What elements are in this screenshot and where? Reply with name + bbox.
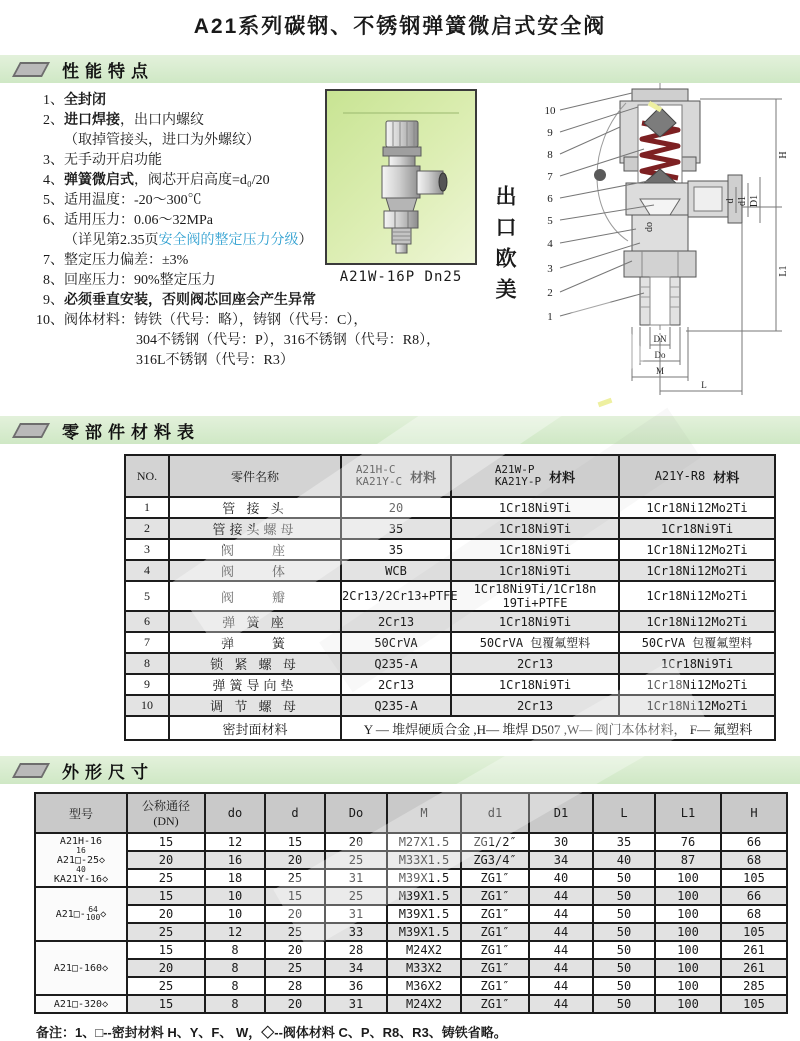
seal-material-row xyxy=(125,716,775,740)
dimensions-table-wrap xyxy=(34,792,800,1014)
export-label: 出口欧美 xyxy=(493,185,516,309)
photo-caption: A21W-16P Dn25 xyxy=(339,269,463,285)
table-row: 25 8 28 36 M36X2 ZG1″ 44 50 100 285 xyxy=(35,977,787,995)
table-row: 4 阀 体 WCB 1Cr18Ni9Ti 1Cr18Ni12Mo2Ti xyxy=(125,560,775,581)
svg-text:3: 3 xyxy=(547,263,553,275)
col-part-name: 零件名称 xyxy=(169,455,341,497)
features-heading: 性能特点 xyxy=(62,61,154,81)
table-row: 25 12 25 33 M39X1.5 ZG1″ 44 50 100 105 xyxy=(35,923,787,941)
col-no: NO. xyxy=(125,455,169,497)
feature-item-sub: （取掉管接头，进口为外螺纹） xyxy=(64,133,260,148)
feature-item: 9、 必须垂直安装，否则阀芯回座会产生异常 xyxy=(43,293,316,308)
feature-item: 2、 进口焊接 ，出口内螺纹 xyxy=(43,113,204,128)
table-row: A21□-160◇ 15 8 20 28 M24X2 ZG1″ 44 50 100 261 xyxy=(35,941,787,959)
table-row: 20 16 20 25 M33X1.5 ZG3/4″ 34 40 87 68 xyxy=(35,851,787,869)
parallelogram-icon xyxy=(12,62,50,77)
dim-header-row: 型号 公称通径 (DN) do d Do M d1 D1 L L1 H xyxy=(35,793,787,833)
svg-text:d: d xyxy=(725,198,736,204)
features-region xyxy=(0,83,800,401)
svg-text:L: L xyxy=(701,380,707,390)
svg-text:4: 4 xyxy=(547,238,553,250)
table-row: 10 调 节 螺 母 Q235-A 2Cr13 1Cr18Ni12Mo2Ti xyxy=(125,695,775,716)
feature-item-cont: 304不锈钢（代号：P），316不锈钢（代号：R8）， xyxy=(136,333,441,348)
feature-item-link-line: （详见第2.35页 安全阀的整定压力分级 ） xyxy=(16,231,546,251)
table-row: 7 弹 簧 50CrVA 50CrVA 包覆氟塑料 50CrVA 包覆氟塑料 xyxy=(125,632,775,653)
materials-heading: 零部件材料表 xyxy=(62,422,200,442)
valve-section-drawing xyxy=(536,83,798,404)
pressure-grade-link[interactable]: 安全阀的整定压力分级 xyxy=(158,233,299,248)
model-group-1: A21H-16 16 A21□-25◇ 40 KA21Y-16◇ xyxy=(35,833,127,887)
parts-header-row xyxy=(125,455,775,497)
parallelogram-icon xyxy=(12,423,50,438)
table-row: 5 阀 瓣 2Cr13/2Cr13+PTFE 1Cr18Ni9Ti/1Cr18n 19Ti+PTFE 1Cr18Ni12Mo2Ti xyxy=(125,581,775,611)
valve-photo-art xyxy=(327,91,475,263)
dimensions-table xyxy=(34,792,788,1014)
model-group-3: A21□-160◇ xyxy=(35,941,127,995)
svg-text:M: M xyxy=(655,366,665,376)
feature-item: 6、 适用压力：0.06～32MPa xyxy=(43,213,213,228)
parts-material-table xyxy=(124,454,776,741)
seal-ball xyxy=(594,169,606,181)
feature-item: 10、 阀体材料：铸铁（代号：略），铸钢（代号：C）， xyxy=(36,313,368,328)
table-row: A21H-16 16 A21□-25◇ 40 KA21Y-16◇ 15 12 15 20 M27X1.5 ZG1/2″ 30 35 76 66 xyxy=(35,833,787,851)
seal-name: 密封面材料 xyxy=(169,716,341,740)
feature-item: 3、 无手动开启功能 xyxy=(43,153,162,168)
table-row: 6 弹 簧 座 2Cr13 1Cr18Ni9Ti 1Cr18Ni12Mo2Ti xyxy=(125,611,775,632)
svg-text:H: H xyxy=(778,151,789,159)
svg-text:8: 8 xyxy=(547,149,553,161)
parts-table-wrap xyxy=(124,454,800,741)
svg-text:L1: L1 xyxy=(778,265,789,277)
parallelogram-icon xyxy=(12,763,50,778)
svg-text:9: 9 xyxy=(547,127,553,139)
feature-item-cont: 316L不锈钢（代号：R3） xyxy=(136,353,294,368)
svg-text:6: 6 xyxy=(547,193,553,205)
section-bar-materials xyxy=(0,416,800,444)
table-row: 1 管 接 头 20 1Cr18Ni9Ti 1Cr18Ni12Mo2Ti xyxy=(125,497,775,518)
table-row: 20 10 20 31 M39X1.5 ZG1″ 44 50 100 68 xyxy=(35,905,787,923)
table-row: 2 管接头螺母 35 1Cr18Ni9Ti 1Cr18Ni9Ti xyxy=(125,518,775,539)
seal-text: Y — 堆焊硬质合金 ,H— 堆焊 D507 ,W— 阀门本体材料， F— 氟塑料 xyxy=(341,716,775,740)
svg-text:Do: Do xyxy=(654,350,666,360)
table-row: 3 阀 座 35 1Cr18Ni9Ti 1Cr18Ni12Mo2Ti xyxy=(125,539,775,560)
valve-photo xyxy=(325,89,477,265)
col-material-p: A21W-P KA21Y-P 材料 xyxy=(451,455,619,497)
svg-text:d1: d1 xyxy=(737,196,748,206)
svg-text:5: 5 xyxy=(547,215,553,227)
svg-text:D1: D1 xyxy=(749,194,760,208)
table-row: A21□-320◇ 15 8 20 31 M24X2 ZG1″ 44 50 100 105 xyxy=(35,995,787,1013)
page-title: A21系列碳钢、不锈钢弹簧微启式安全阀 xyxy=(193,15,607,38)
model-group-2: A21□- 64 100 ◇ xyxy=(35,887,127,941)
section-bar-dimensions xyxy=(0,756,800,784)
model-group-4: A21□-320◇ xyxy=(35,995,127,1013)
footnote: 备注：1、□--密封材料 H、Y、F、 W，◇--阀体材料 C、P、R8、R3、铸铁省略。 xyxy=(36,1025,507,1040)
section-bar-features xyxy=(0,55,800,83)
feature-item: 7、 整定压力偏差：±3% xyxy=(43,253,189,268)
col-material-r8: A21Y-R8 材料 xyxy=(619,455,775,497)
feature-item: 5、 适用温度：-20～300℃ xyxy=(43,193,202,208)
feature-item: 8、 回座压力：90%整定压力 xyxy=(43,273,216,288)
feature-item: 4、 弹簧微启式 ，阀芯开启高度=d₀/20 xyxy=(43,173,270,188)
svg-text:1: 1 xyxy=(547,311,553,323)
svg-text:2: 2 xyxy=(547,287,553,299)
table-row: 8 锁 紧 螺 母 Q235-A 2Cr13 1Cr18Ni9Ti xyxy=(125,653,775,674)
col-material-c: A21H-C KA21Y-C 材料 xyxy=(341,455,451,497)
dimensions-heading: 外形尺寸 xyxy=(62,762,154,782)
svg-text:7: 7 xyxy=(547,171,553,183)
feature-item: 1、 全封闭 xyxy=(43,93,106,108)
table-row: 25 18 25 31 M39X1.5 ZG1″ 40 50 100 105 xyxy=(35,869,787,887)
table-row: A21□- 64 100 ◇ 15 10 15 25 M39X1.5 ZG1″ 44 50 100 66 xyxy=(35,887,787,905)
svg-text:do: do xyxy=(644,222,655,232)
svg-text:DN: DN xyxy=(653,334,667,344)
table-row: 20 8 25 34 M33X2 ZG1″ 44 50 100 261 xyxy=(35,959,787,977)
callout-numbers xyxy=(545,105,557,323)
table-row: 9 弹簧导向垫 2Cr13 1Cr18Ni9Ti 1Cr18Ni12Mo2Ti xyxy=(125,674,775,695)
svg-text:10: 10 xyxy=(544,105,556,117)
